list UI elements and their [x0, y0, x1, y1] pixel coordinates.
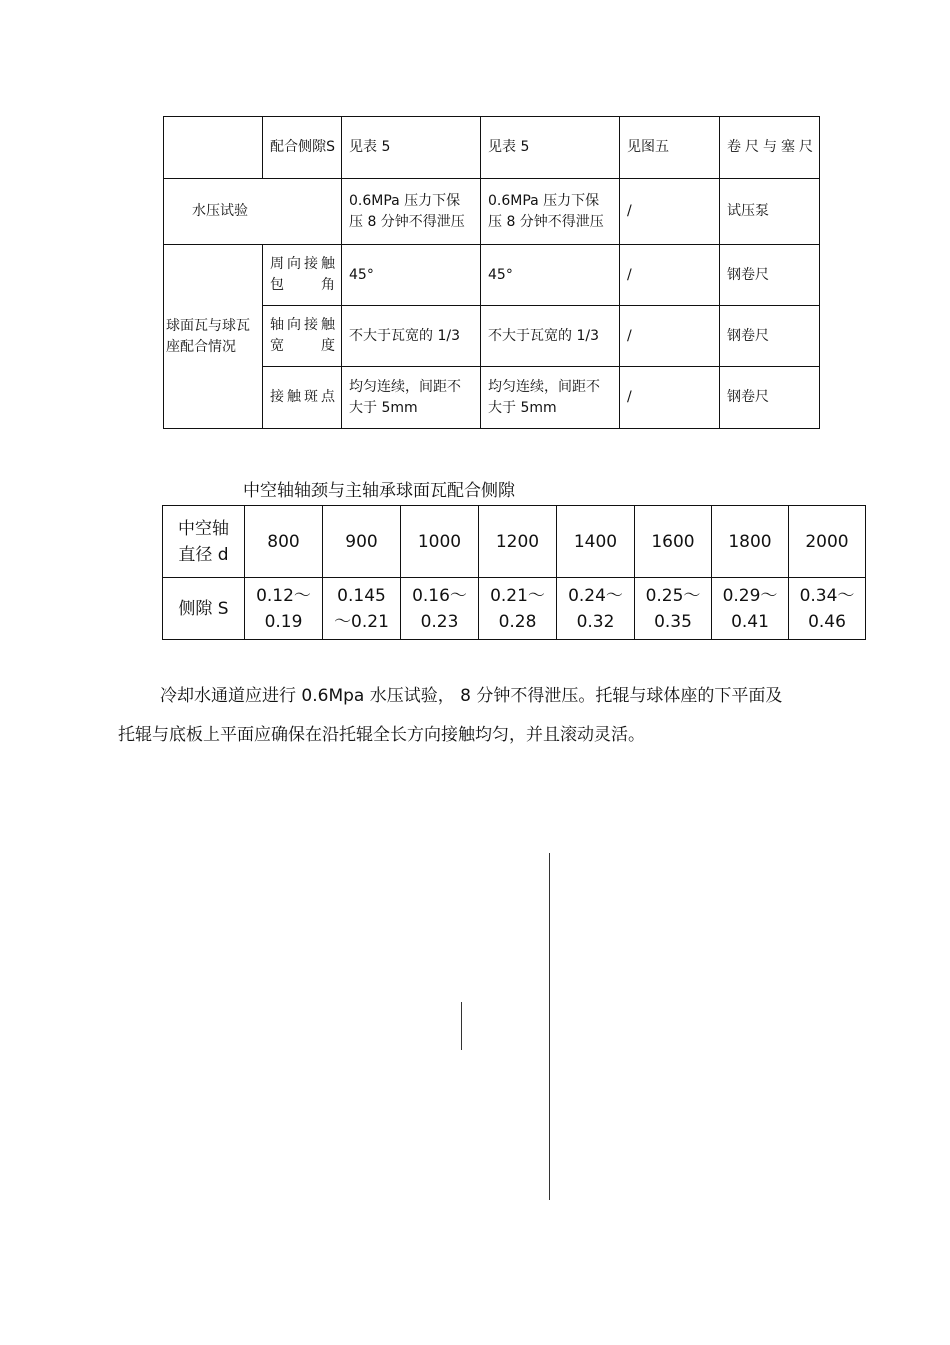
diameter-cell: 1800	[712, 506, 789, 578]
row-label: 配合侧隙S	[263, 117, 342, 179]
spec-cell: 0.6MPa 压力下保压 8 分钟不得泄压	[342, 179, 481, 245]
group-label: 球面瓦与球瓦座配合情况	[164, 245, 263, 429]
row-label: 接触斑点	[263, 367, 342, 429]
row-label: 水压试验	[164, 179, 342, 245]
diameter-cell: 1400	[557, 506, 635, 578]
clearance-label: 侧隙 S	[163, 578, 245, 640]
blank-cell	[164, 117, 263, 179]
spec-cell: /	[620, 179, 720, 245]
tool-cell: 钢卷尺	[720, 245, 820, 306]
spec-cell: 见图五	[620, 117, 720, 179]
spec-cell: /	[620, 367, 720, 429]
spec-cell: 见表 5	[342, 117, 481, 179]
diameter-cell: 1200	[479, 506, 557, 578]
spec-cell: 0.6MPa 压力下保压 8 分钟不得泄压	[481, 179, 620, 245]
tool-cell: 卷尺与塞尺	[720, 117, 820, 179]
tool-cell: 钢卷尺	[720, 306, 820, 367]
clearance-cell: 0.12～ 0.19	[245, 578, 323, 640]
spec-cell: /	[620, 306, 720, 367]
diameter-cell: 800	[245, 506, 323, 578]
spec-cell: /	[620, 245, 720, 306]
row-label: 周向接触包角	[263, 245, 342, 306]
diameter-cell: 2000	[789, 506, 866, 578]
clearance-table	[162, 505, 866, 640]
clearance-cell: 0.21～ 0.28	[479, 578, 557, 640]
tool-cell: 试压泵	[720, 179, 820, 245]
clearance-cell: 0.24～ 0.32	[557, 578, 635, 640]
spec-cell: 不大于瓦宽的 1/3	[481, 306, 620, 367]
tool-cell: 钢卷尺	[720, 367, 820, 429]
row-label: 轴向接触宽度	[263, 306, 342, 367]
header-label: 中空轴直径 d	[163, 506, 245, 578]
clearance-cell: 0.16～ 0.23	[401, 578, 479, 640]
spec-cell: 不大于瓦宽的 1/3	[342, 306, 481, 367]
table-caption: 中空轴轴颈与主轴承球面瓦配合侧隙	[243, 481, 515, 501]
diameter-cell: 900	[323, 506, 401, 578]
paragraph-line-1: 冷却水通道应进行 0.6Mpa 水压试验， 8 分钟不得泄压。托辊与球体座的下平面及	[160, 686, 783, 706]
paragraph-line-2: 托辊与底板上平面应确保在沿托辊全长方向接触均匀，并且滚动灵活。	[118, 725, 645, 745]
spec-cell: 见表 5	[481, 117, 620, 179]
spec-cell: 均匀连续，间距不大于 5mm	[481, 367, 620, 429]
diameter-cell: 1000	[401, 506, 479, 578]
spec-cell: 均匀连续，间距不大于 5mm	[342, 367, 481, 429]
spec-cell: 45°	[342, 245, 481, 306]
vertical-rule-short	[461, 1002, 462, 1050]
inspection-table	[163, 116, 820, 429]
clearance-cell: 0.25～ 0.35	[635, 578, 712, 640]
vertical-rule	[549, 853, 550, 1200]
diameter-cell: 1600	[635, 506, 712, 578]
clearance-cell: 0.34～ 0.46	[789, 578, 866, 640]
clearance-cell: 0.145 ～0.21	[323, 578, 401, 640]
clearance-cell: 0.29～ 0.41	[712, 578, 789, 640]
spec-cell: 45°	[481, 245, 620, 306]
